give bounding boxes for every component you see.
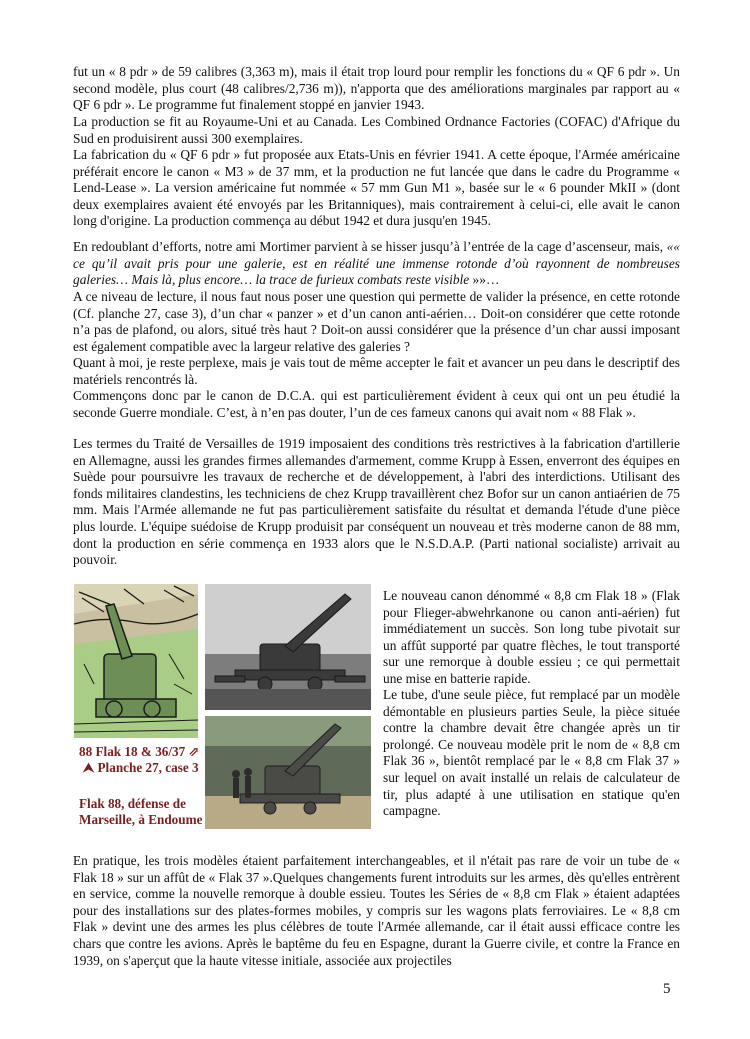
mortimer-text: En redoublant d’efforts, notre ami Mortimer parvient à se hisser jusqu’à l’entrée de la cage d’ascenseur, mais, [73,239,667,254]
flak-88-photo-drawing [205,584,371,710]
paragraph-us-production: La fabrication du « QF 6 pdr » fut proposée aux Etats-Unis en février 1941. A cette époque, l'Armée américaine préférait encore le canon « M3 » de 37 mm, et la production ne fut lancée que dans le cadre du Programme « Lend-Lease ». La version américaine fut nommée « 57 mm Gun M1 », basée sur le « 6 pounder MkII » (dont deux exemplaires avaient été envoyés par les Britanniques), mais contrairement à celui-ci, elle avait le canon long d'origine. La production commença au début 1942 et dura jusqu'en 1945. [73,147,680,229]
comic-panel-image [74,584,198,738]
paragraph-question: A ce niveau de lecture, il nous faut nous poser une question qui permette de valider la présence, en cette rotonde (Cf. planche 27, case 3), d’un char « panzer » et d’un canon anti-aérien… Doit-on considérer que cette rotonde n’a pas de plafond, ou alors, situé très haut ? Doit-on aussi considérer que la présence d’un char aussi imposant est également compatible avec la largeur relative des galeries ? [73,289,680,354]
mortimer-quote-end: »»… [469,272,500,288]
paragraph-production-uk-canada: La production se fit au Royaume-Uni et au Canada. Les Combined Ordnance Factories (COFAC) d'Afrique du Sud en produisirent aussi 300 exemplaires. [73,114,680,146]
caption-marseille-line2: Marseille, à Endoume [79,812,203,827]
paragraph-mortimer [73,239,680,289]
caption-88-flak [79,744,200,776]
comic-panel-drawing [74,584,198,738]
paragraph-dca: Commençons donc par le canon de D.C.A. qui est particulièrement évident à ceux qui ont un peu étudié la seconde Guerre mondiale. C’est, à n’en pas douter, l’un de ces fameux canons qui avait nom « 88 Flak ». [73,388,680,420]
paragraph-interchangeable: En pratique, les trois modèles étaient parfaitement interchangeables, et il n'était pas rare de voir un tube de « Flak 18 » sur un affût de « Flak 37 ».Quelques changements furent introduits sur les armes, dès qu'elles entrèrent en service, comme la nouvelle remorque à double essieu. Toutes les Séries de « 8,8 cm Flak » étaient adaptées pour des installations sur des plates-formes mobiles, y compris sur les wagons plats ferroviaires. Le « 8,8 cm Flak » devint une des armes les plus célèbres de toute l'Armée allemande, car il était aussi efficace contre les chars que contre les avions. Après le baptême du feu en Espagne, durant la Guerre civile, et contre la France en 1939, on s'aperçut que la haute vitesse initiale, associée aux projectiles [73,853,680,968]
paragraph-flak18: Le nouveau canon dénommé « 8,8 cm Flak 18 » (Flak pour Flieger-abwehrkanone ou canon anti-aérien) fut immédiatement un succès. Son long tube pivotait sur un affût supporté par quatre flèches, le tout transporté sur une remorque à double essieu ; ce qui permettait une mise en batterie rapide. [383,588,680,686]
page-number: 5 [663,981,671,997]
caption-marseille [79,796,202,828]
caption-marseille-line1: Flak 88, défense de [79,796,186,811]
flak-88-endoume-drawing [205,716,371,829]
paragraph-qf6-8pdr: fut un « 8 pdr » de 59 calibres (3,363 m), mais il était trop lourd pour remplir les fonctions du « QF 6 pdr ». Un second modèle, plus court (48 calibres/2,736 m)), n'apporta que des améliorations marginales par rapport au « QF 6 pdr ». Le programme fut finalement stoppé en janvier 1943. [73,64,680,113]
caption-planche-ref: ⮝ Planche 27, case 3 [83,760,199,775]
paragraph-perplexe: Quant à moi, je reste perplexe, mais je vais tout de même accepter le fait et avancer un peu dans le descriptif des matériels rencontrés là. [73,355,680,387]
paragraph-flak36-37: Le tube, d'une seule pièce, fut remplacé par un modèle démontable en plusieurs parties Seule, la pièce située contre la chambre devait être changée après un tir prolongé. Ce nouveau modèle prit le nom de « 8,8 cm Flak 36 », bientôt remplacé par le « 8,8 cm Flak 37 » sur lequel on avait installé un relais de calculateur de tir, plus adapté à une utilisation en statique qu'en campagne. [383,687,680,819]
flak-88-photo-bw [205,584,371,710]
caption-88-flak-line1: 88 Flak 18 & 36/37 ⇗ [79,744,200,759]
mortimer-quote: «« ce qu’il avait pris pour une galerie, est en réalité une immense rotonde d’où rayonnent de nombreuses galeries… Mais là, plus encore… la trace de furieux combats reste visible [73,239,680,288]
flak-88-endoume-photo [205,716,371,829]
paragraph-versailles: Les termes du Traité de Versailles de 1919 imposaient des conditions très restrictives à la fabrication d'artillerie en Allemagne, aussi les grandes firmes allemandes d'armement, comme Krupp à Essen, enverront des équipes en Suède pour poursuivre les travaux de recherche et de développement, à l'abri des interdictions. Utilisant des fonds militaires clandestins, les techniciens de chez Krupp travaillèrent chez Bofor sur un canon antiaérien de 75 mm. Mais l'Armée allemande ne fut pas particulièrement satisfaite du résultat et demanda l'étude d'une pièce plus lourde. L'équipe suédoise de Krupp produisit par conséquent un nouveau et très moderne canon de 88 mm, dont la production en série commença en 1933 alors que le N.S.D.A.P. (Parti national socialiste) arrivait au pouvoir. [73,436,680,568]
